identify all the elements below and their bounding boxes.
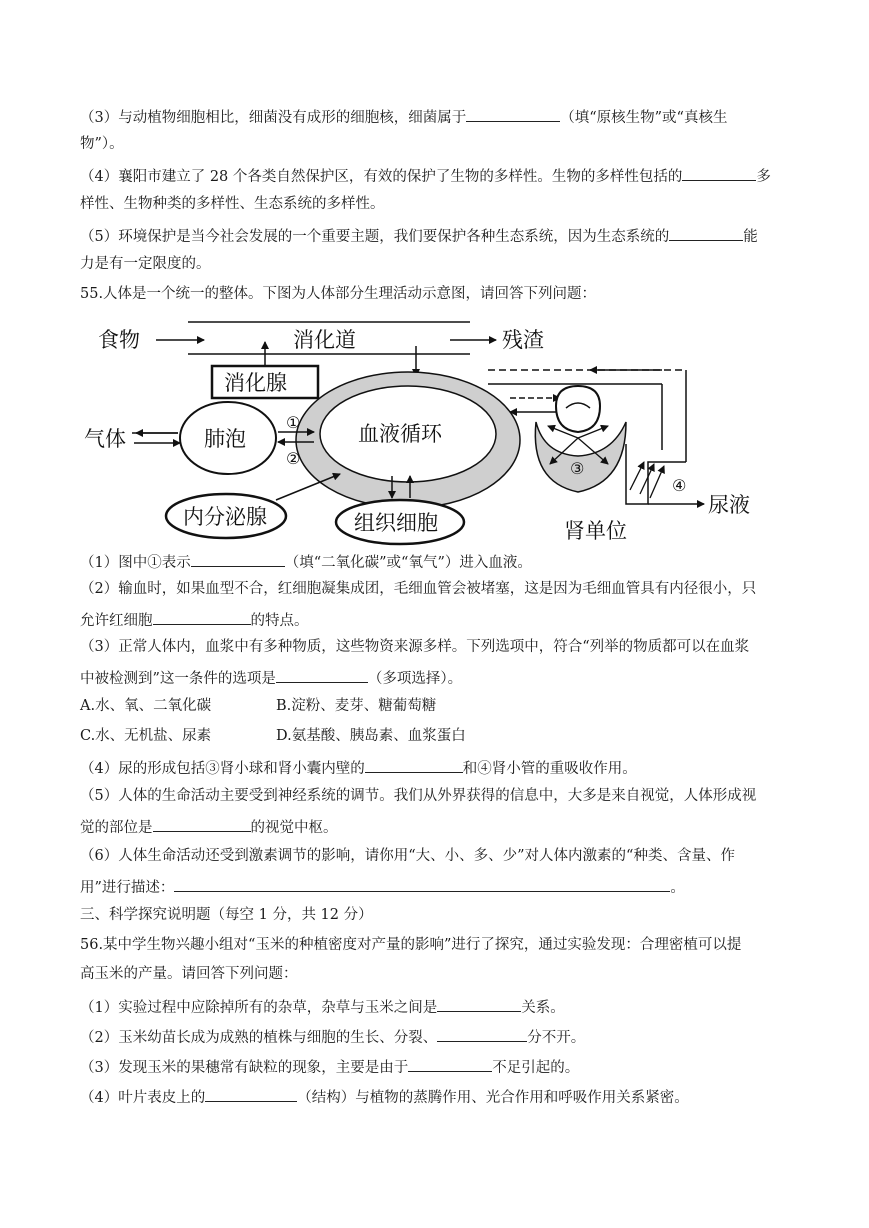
label-gas: 气体	[84, 427, 126, 451]
text: （4）襄阳市建立了 28 个各类自然保护区，有效的保护了生物的多样性。生物的多样性包括的	[80, 169, 683, 185]
q55-5-line-b	[80, 815, 338, 838]
text: 的特点。	[250, 613, 309, 629]
text: （填“二氧化碳”或“氧气”）进入血液。	[284, 555, 532, 571]
text: 用”进行描述：	[80, 880, 175, 896]
q54-3-line-b: 物”）。	[80, 136, 124, 152]
answer-blank[interactable]	[365, 756, 463, 773]
text: 和④肾小管的重吸收作用。	[462, 761, 637, 777]
text: 关系。	[521, 1000, 565, 1016]
answer-blank[interactable]	[437, 1025, 527, 1042]
q55-4-line	[80, 756, 637, 779]
text: 能	[743, 229, 758, 245]
q55-3-line-a: （3）正常人体内，血浆中有多种物质，这些物资来源多样。下列选项中，符合“列举的物质都可以在血浆	[80, 639, 750, 655]
text: 允许红细胞	[80, 613, 153, 629]
q55-option-b: B.淀粉、麦芽、糖葡萄糖	[276, 698, 437, 714]
q55-5-line-a: （5）人体的生命活动主要受到神经系统的调节。我们从外界获得的信息中，大多是来自视觉，人体形成视	[80, 788, 757, 804]
text: 分不开。	[527, 1030, 586, 1046]
q54-5-line-a	[80, 224, 758, 247]
q55-option-a: A.水、氧、二氧化碳	[80, 698, 212, 714]
text: （结构）与植物的蒸腾作用、光合作用和呼吸作用关系紧密。	[297, 1090, 689, 1106]
q55-option-d: D.氨基酸、胰岛素、血浆蛋白	[276, 728, 466, 744]
label-tissue-cells: 组织细胞	[354, 511, 438, 535]
text: 。	[670, 880, 685, 896]
q56-2-line	[80, 1025, 585, 1048]
label-alveoli: 肺泡	[204, 427, 246, 451]
label-number-2: ②	[286, 449, 301, 468]
label-urine: 尿液	[708, 493, 750, 517]
text: 多	[756, 169, 771, 185]
text: （3）与动植物细胞相比，细菌没有成形的细胞核，细菌属于	[80, 110, 467, 126]
answer-blank[interactable]	[466, 105, 560, 122]
q54-4-line-b: 样性、生物种类的多样性、生态系统的多样性。	[80, 196, 385, 212]
label-number-1: ①	[286, 413, 301, 432]
q55-stem: 55.人体是一个统一的整体。下图为人体部分生理活动示意图，请回答下列问题：	[80, 286, 597, 302]
q55-2-line-b	[80, 608, 309, 631]
q54-4-line-a	[80, 164, 771, 187]
answer-blank[interactable]	[205, 1085, 297, 1102]
section-3-heading: 三、科学探究说明题（每空 1 分，共 12 分）	[80, 907, 373, 923]
answer-blank[interactable]	[153, 815, 251, 832]
label-digestive-tract: 消化道	[293, 328, 356, 352]
q56-3-line	[80, 1055, 579, 1078]
q54-3-line-a	[80, 105, 727, 128]
text: （填“原核生物”或“真核生	[560, 110, 728, 126]
answer-blank[interactable]	[669, 224, 743, 241]
text: （4）尿的形成包括③肾小球和肾小囊内壁的	[80, 761, 365, 777]
q54-5-line-b: 力是有一定限度的。	[80, 256, 211, 272]
text: （2）玉米幼苗长成为成熟的植株与细胞的生长、分裂、	[80, 1030, 438, 1046]
q56-4-line	[80, 1085, 689, 1108]
text: （3）发现玉米的果穗常有缺粒的现象，主要是由于	[80, 1060, 409, 1076]
text: （多项选择）。	[367, 671, 463, 687]
physiology-diagram	[78, 314, 774, 546]
text: 的视觉中枢。	[250, 820, 338, 836]
q55-6-line-a: （6）人体生命活动还受到激素调节的影响，请你用“大、小、多、少”对人体内激素的“种类、含量、作	[80, 848, 735, 864]
q56-1-line	[80, 995, 565, 1018]
label-digestive-gland: 消化腺	[224, 371, 287, 395]
label-nephron: 肾单位	[564, 519, 627, 543]
text: （4）叶片表皮上的	[80, 1090, 206, 1106]
label-endocrine-gland: 内分泌腺	[183, 505, 267, 529]
q55-option-c: C.水、无机盐、尿素	[80, 728, 212, 744]
text: 中被检测到”这一条件的选项是	[80, 671, 276, 687]
label-number-4: ④	[672, 476, 687, 495]
text: （1）图中①表示	[80, 555, 191, 571]
q55-1-line	[80, 550, 532, 573]
answer-blank[interactable]	[174, 875, 670, 892]
text: （1）实验过程中应除掉所有的杂草，杂草与玉米之间是	[80, 1000, 438, 1016]
q55-3-line-b	[80, 666, 462, 689]
answer-blank[interactable]	[191, 550, 285, 567]
answer-blank[interactable]	[408, 1055, 492, 1072]
answer-blank[interactable]	[153, 608, 251, 625]
text: 不足引起的。	[492, 1060, 580, 1076]
q55-6-line-b	[80, 875, 685, 898]
answer-blank[interactable]	[276, 666, 368, 683]
label-food: 食物	[98, 328, 140, 352]
glomerulus	[556, 386, 600, 432]
renal-tubule	[626, 444, 686, 504]
label-blood-circulation: 血液循环	[358, 422, 442, 446]
label-residue: 残渣	[502, 328, 544, 352]
text: （5）环境保护是当今社会发展的一个重要主题，我们要保护各种生态系统，因为生态系统的	[80, 229, 670, 245]
q55-2-line-a: （2）输血时，如果血型不合，红细胞凝集成团，毛细血管会被堵塞，这是因为毛细血管具有内径很小，只	[80, 581, 757, 597]
q56-stem-a: 56.某中学生物兴趣小组对“玉米的种植密度对产量的影响”进行了探究，通过实验发现：合理密植可以提	[80, 937, 742, 953]
q56-stem-b: 高玉米的产量。请回答下列问题：	[80, 966, 298, 982]
label-number-3: ③	[570, 459, 585, 478]
answer-blank[interactable]	[682, 164, 756, 181]
answer-blank[interactable]	[437, 995, 521, 1012]
text: 觉的部位是	[80, 820, 153, 836]
